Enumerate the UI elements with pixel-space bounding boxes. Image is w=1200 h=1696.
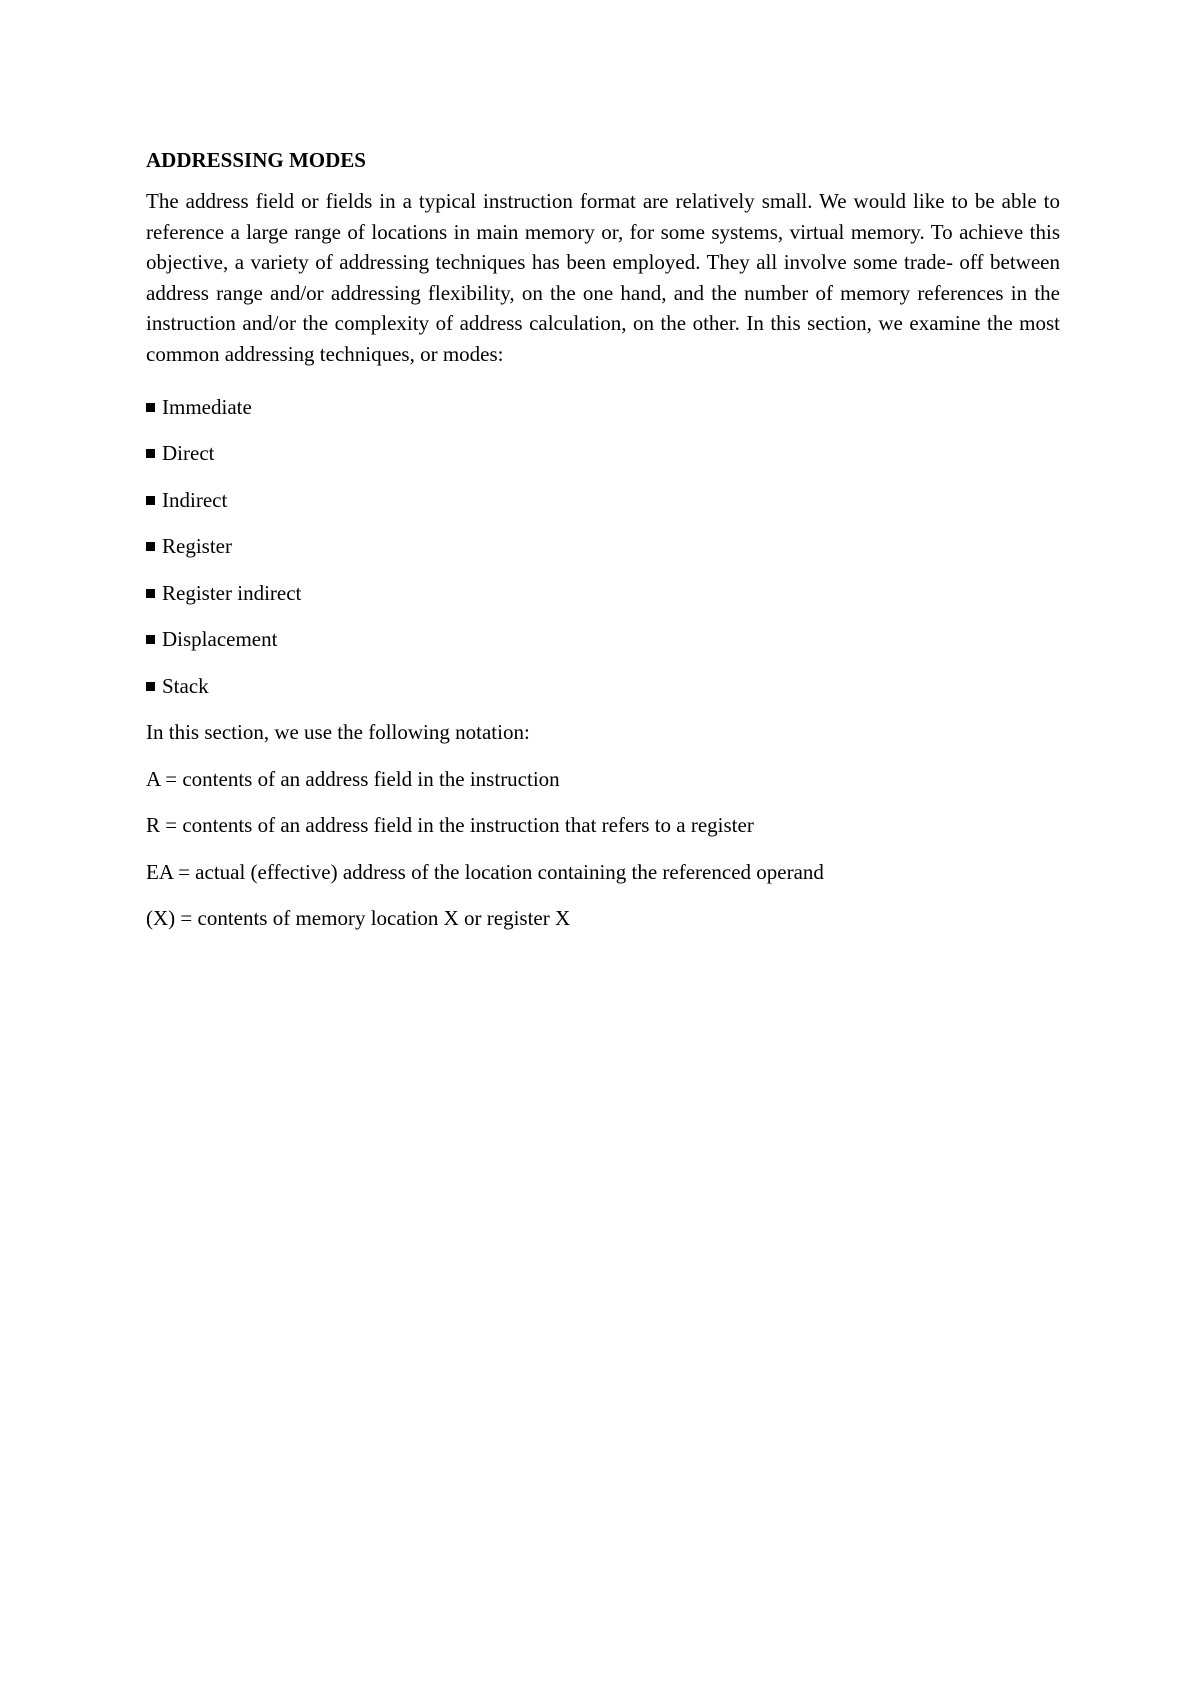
square-bullet-icon [146,496,155,505]
square-bullet-icon [146,542,155,551]
mode-label: Stack [162,673,209,698]
mode-label: Displacement [162,627,278,652]
notation-line: (X) = contents of memory location X or register X [146,906,571,931]
list-item [146,523,1060,570]
list-item [146,663,1060,710]
list-item [146,430,1060,477]
list-item [146,384,1060,431]
list-item [146,616,1060,663]
intro-paragraph: The address field or fields in a typical instruction format are relatively small. We would like to be able to reference a large range of locations in main memory or, for some systems, virtual memory. To achieve this objective, a variety of addressing techniques has been employed. They all involve some trade- off between address range and/or addressing flexibility, on the one hand, and the number of memory references in the instruction and/or the complexity of address calculation, on the other. In this section, we examine the most common addressing techniques, or modes: [146,189,1060,366]
mode-label: Indirect [162,487,228,512]
document-page [146,140,1060,942]
notation-line: A = contents of an address field in the instruction [146,766,560,791]
notation-line: EA = actual (effective) address of the location containing the referenced operand [146,859,824,884]
notation-intro: In this section, we use the following notation: [146,720,530,745]
mode-label: Register indirect [162,580,302,605]
section-title: ADDRESSING MODES [146,148,366,172]
square-bullet-icon [146,449,155,458]
mode-label: Direct [162,441,215,466]
notation-list [146,756,1060,942]
square-bullet-icon [146,682,155,691]
square-bullet-icon [146,635,155,644]
addressing-modes-list [146,384,1060,710]
square-bullet-icon [146,589,155,598]
mode-label: Immediate [162,394,252,419]
square-bullet-icon [146,403,155,412]
list-item [146,477,1060,524]
list-item [146,570,1060,617]
notation-line: R = contents of an address field in the instruction that refers to a register [146,813,754,838]
mode-label: Register [162,534,232,559]
